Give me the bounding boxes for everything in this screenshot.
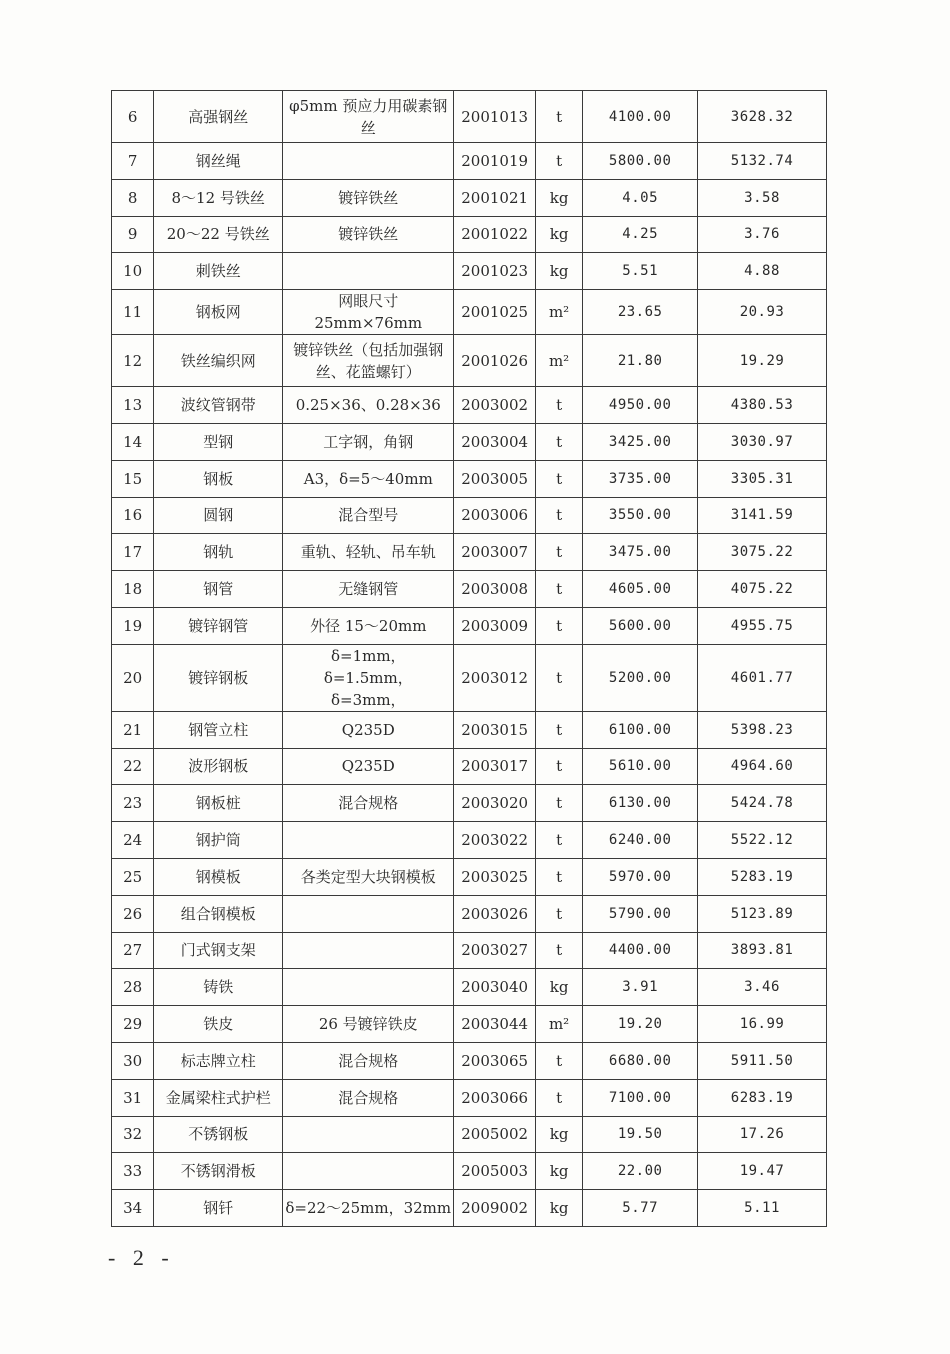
material-name-cell: 镀锌钢管 (154, 607, 283, 644)
material-spec-cell: 镀锌铁丝 (283, 216, 454, 253)
price-tax-excluded-cell: 17.26 (698, 1116, 827, 1153)
material-name-cell: 金属梁柱式护栏 (154, 1079, 283, 1116)
price-tax-excluded-cell: 5522.12 (698, 822, 827, 859)
price-tax-excluded-cell: 3893.81 (698, 932, 827, 969)
material-name-cell: 圆钢 (154, 497, 283, 534)
price-tax-excluded-cell: 20.93 (698, 290, 827, 335)
price-tax-excluded-cell: 5911.50 (698, 1042, 827, 1079)
price-tax-excluded-cell: 3030.97 (698, 423, 827, 460)
table-row (112, 335, 827, 387)
row-number-cell: 29 (112, 1006, 154, 1043)
unit-cell: t (535, 1079, 582, 1116)
table-row (112, 423, 827, 460)
price-tax-included-cell: 23.65 (583, 290, 698, 335)
price-tax-excluded-cell: 3628.32 (698, 91, 827, 143)
unit-cell: t (535, 460, 582, 497)
table-row (112, 858, 827, 895)
material-name-cell: 波形钢板 (154, 748, 283, 785)
material-name-cell: 标志牌立柱 (154, 1042, 283, 1079)
material-spec-cell (283, 895, 454, 932)
material-spec-cell (283, 1153, 454, 1190)
material-spec-cell: 镀锌铁丝 (283, 179, 454, 216)
material-spec-cell (283, 143, 454, 180)
table-row (112, 1116, 827, 1153)
material-spec-cell: 重轨、轻轨、吊车轨 (283, 534, 454, 571)
table-row (112, 91, 827, 143)
material-code-cell: 2003027 (454, 932, 536, 969)
material-code-cell: 2001023 (454, 253, 536, 290)
unit-cell: kg (535, 179, 582, 216)
material-code-cell: 2003012 (454, 644, 536, 711)
table-row (112, 895, 827, 932)
row-number-cell: 8 (112, 179, 154, 216)
row-number-cell: 19 (112, 607, 154, 644)
material-code-cell: 2001013 (454, 91, 536, 143)
unit-cell: t (535, 534, 582, 571)
price-tax-included-cell: 5.77 (583, 1190, 698, 1227)
material-name-cell: 20～22 号铁丝 (154, 216, 283, 253)
price-tax-excluded-cell: 3.46 (698, 969, 827, 1006)
material-name-cell: 型钢 (154, 423, 283, 460)
unit-cell: kg (535, 1190, 582, 1227)
price-tax-excluded-cell: 5424.78 (698, 785, 827, 822)
price-tax-included-cell: 6240.00 (583, 822, 698, 859)
unit-cell: t (535, 1042, 582, 1079)
unit-cell: m² (535, 290, 582, 335)
unit-cell: t (535, 143, 582, 180)
material-spec-cell: 镀锌铁丝（包括加强钢丝、花篮螺钉） (283, 335, 454, 387)
material-name-cell: 钢板 (154, 460, 283, 497)
price-tax-included-cell: 19.20 (583, 1006, 698, 1043)
price-tax-excluded-cell: 5132.74 (698, 143, 827, 180)
material-spec-cell: Q235D (283, 711, 454, 748)
row-number-cell: 12 (112, 335, 154, 387)
material-code-cell: 2003015 (454, 711, 536, 748)
unit-cell: t (535, 711, 582, 748)
price-tax-excluded-cell: 3.58 (698, 179, 827, 216)
table-row (112, 571, 827, 608)
price-tax-included-cell: 6100.00 (583, 711, 698, 748)
price-tax-included-cell: 6680.00 (583, 1042, 698, 1079)
price-tax-included-cell: 4.05 (583, 179, 698, 216)
price-tax-included-cell: 4.25 (583, 216, 698, 253)
row-number-cell: 30 (112, 1042, 154, 1079)
price-tax-excluded-cell: 4380.53 (698, 387, 827, 424)
material-name-cell: 镀锌钢板 (154, 644, 283, 711)
material-code-cell: 2005002 (454, 1116, 536, 1153)
unit-cell: t (535, 607, 582, 644)
material-spec-cell: 无缝钢管 (283, 571, 454, 608)
unit-cell: kg (535, 1153, 582, 1190)
material-code-cell: 2003017 (454, 748, 536, 785)
price-tax-excluded-cell: 4075.22 (698, 571, 827, 608)
price-tax-included-cell: 5600.00 (583, 607, 698, 644)
price-tax-excluded-cell: 5123.89 (698, 895, 827, 932)
material-name-cell: 铁丝编织网 (154, 335, 283, 387)
unit-cell: t (535, 932, 582, 969)
row-number-cell: 16 (112, 497, 154, 534)
table-row (112, 253, 827, 290)
price-tax-included-cell: 19.50 (583, 1116, 698, 1153)
unit-cell: t (535, 644, 582, 711)
material-name-cell: 门式钢支架 (154, 932, 283, 969)
unit-cell: t (535, 497, 582, 534)
price-tax-excluded-cell: 19.47 (698, 1153, 827, 1190)
row-number-cell: 9 (112, 216, 154, 253)
unit-cell: kg (535, 1116, 582, 1153)
row-number-cell: 23 (112, 785, 154, 822)
material-name-cell: 刺铁丝 (154, 253, 283, 290)
row-number-cell: 17 (112, 534, 154, 571)
material-spec-cell: 工字钢，角钢 (283, 423, 454, 460)
material-name-cell: 钢护筒 (154, 822, 283, 859)
material-name-cell: 不锈钢板 (154, 1116, 283, 1153)
table-row (112, 143, 827, 180)
table-row (112, 216, 827, 253)
material-code-cell: 2003022 (454, 822, 536, 859)
material-code-cell: 2003044 (454, 1006, 536, 1043)
unit-cell: kg (535, 253, 582, 290)
table-row (112, 387, 827, 424)
price-tax-included-cell: 3550.00 (583, 497, 698, 534)
price-tax-included-cell: 5.51 (583, 253, 698, 290)
row-number-cell: 7 (112, 143, 154, 180)
page-number: - 2 - (108, 1245, 175, 1270)
material-name-cell: 组合钢模板 (154, 895, 283, 932)
price-tax-included-cell: 4100.00 (583, 91, 698, 143)
material-code-cell: 2001025 (454, 290, 536, 335)
row-number-cell: 18 (112, 571, 154, 608)
table-row (112, 1153, 827, 1190)
row-number-cell: 27 (112, 932, 154, 969)
unit-cell: t (535, 91, 582, 143)
material-spec-cell (283, 969, 454, 1006)
material-code-cell: 2003025 (454, 858, 536, 895)
material-spec-cell: 外径 15～20mm (283, 607, 454, 644)
price-tax-excluded-cell: 5398.23 (698, 711, 827, 748)
table-row (112, 1190, 827, 1227)
row-number-cell: 20 (112, 644, 154, 711)
table-row (112, 1006, 827, 1043)
unit-cell: t (535, 571, 582, 608)
material-code-cell: 2009002 (454, 1190, 536, 1227)
material-name-cell: 铸铁 (154, 969, 283, 1006)
row-number-cell: 24 (112, 822, 154, 859)
table-row (112, 179, 827, 216)
table-row (112, 932, 827, 969)
material-name-cell: 钢轨 (154, 534, 283, 571)
unit-cell: t (535, 387, 582, 424)
price-tax-excluded-cell: 4964.60 (698, 748, 827, 785)
material-code-cell: 2003004 (454, 423, 536, 460)
material-spec-cell (283, 253, 454, 290)
material-code-cell: 2001019 (454, 143, 536, 180)
table-row (112, 785, 827, 822)
row-number-cell: 22 (112, 748, 154, 785)
material-code-cell: 2001021 (454, 179, 536, 216)
price-tax-excluded-cell: 19.29 (698, 335, 827, 387)
material-spec-cell: δ=1mm， δ=1.5mm， δ=3mm， (283, 644, 454, 711)
unit-cell: t (535, 895, 582, 932)
material-spec-cell: 0.25×36、0.28×36 (283, 387, 454, 424)
price-tax-excluded-cell: 3075.22 (698, 534, 827, 571)
material-name-cell: 钢管立柱 (154, 711, 283, 748)
unit-cell: t (535, 858, 582, 895)
material-spec-cell: φ5mm 预应力用碳素钢丝 (283, 91, 454, 143)
row-number-cell: 10 (112, 253, 154, 290)
material-spec-cell: δ=22～25mm，32mm (283, 1190, 454, 1227)
row-number-cell: 34 (112, 1190, 154, 1227)
table-row (112, 497, 827, 534)
price-tax-included-cell: 21.80 (583, 335, 698, 387)
price-tax-included-cell: 6130.00 (583, 785, 698, 822)
material-code-cell: 2001022 (454, 216, 536, 253)
table-row (112, 1042, 827, 1079)
material-spec-cell: A3，δ=5～40mm (283, 460, 454, 497)
material-spec-cell: 网眼尺寸 25mm×76mm (283, 290, 454, 335)
price-tax-included-cell: 7100.00 (583, 1079, 698, 1116)
price-tax-excluded-cell: 3305.31 (698, 460, 827, 497)
row-number-cell: 33 (112, 1153, 154, 1190)
price-tax-excluded-cell: 16.99 (698, 1006, 827, 1043)
material-code-cell: 2003066 (454, 1079, 536, 1116)
material-code-cell: 2003002 (454, 387, 536, 424)
material-name-cell: 钢模板 (154, 858, 283, 895)
material-spec-cell: Q235D (283, 748, 454, 785)
material-name-cell: 钢板桩 (154, 785, 283, 822)
material-code-cell: 2003065 (454, 1042, 536, 1079)
price-table (111, 90, 827, 1227)
price-tax-included-cell: 4400.00 (583, 932, 698, 969)
table-row (112, 969, 827, 1006)
material-name-cell: 钢丝绳 (154, 143, 283, 180)
material-spec-cell: 各类定型大块钢模板 (283, 858, 454, 895)
material-code-cell: 2003026 (454, 895, 536, 932)
material-spec-cell: 混合型号 (283, 497, 454, 534)
price-tax-excluded-cell: 3.76 (698, 216, 827, 253)
row-number-cell: 15 (112, 460, 154, 497)
material-code-cell: 2003006 (454, 497, 536, 534)
price-tax-included-cell: 5200.00 (583, 644, 698, 711)
row-number-cell: 31 (112, 1079, 154, 1116)
price-tax-included-cell: 22.00 (583, 1153, 698, 1190)
table-row (112, 822, 827, 859)
material-spec-cell: 混合规格 (283, 1042, 454, 1079)
price-tax-included-cell: 3425.00 (583, 423, 698, 460)
price-tax-excluded-cell: 4601.77 (698, 644, 827, 711)
material-code-cell: 2003009 (454, 607, 536, 644)
material-code-cell: 2001026 (454, 335, 536, 387)
material-name-cell: 波纹管钢带 (154, 387, 283, 424)
row-number-cell: 21 (112, 711, 154, 748)
row-number-cell: 13 (112, 387, 154, 424)
unit-cell: kg (535, 216, 582, 253)
table-row (112, 290, 827, 335)
row-number-cell: 14 (112, 423, 154, 460)
row-number-cell: 32 (112, 1116, 154, 1153)
material-code-cell: 2003005 (454, 460, 536, 497)
table-row (112, 534, 827, 571)
unit-cell: t (535, 748, 582, 785)
price-table-body (112, 91, 827, 1227)
table-row (112, 607, 827, 644)
unit-cell: t (535, 423, 582, 460)
table-row (112, 748, 827, 785)
unit-cell: m² (535, 335, 582, 387)
material-code-cell: 2003040 (454, 969, 536, 1006)
price-tax-included-cell: 3.91 (583, 969, 698, 1006)
material-name-cell: 不锈钢滑板 (154, 1153, 283, 1190)
price-tax-excluded-cell: 5.11 (698, 1190, 827, 1227)
row-number-cell: 26 (112, 895, 154, 932)
price-tax-included-cell: 4950.00 (583, 387, 698, 424)
row-number-cell: 25 (112, 858, 154, 895)
price-tax-included-cell: 5800.00 (583, 143, 698, 180)
material-code-cell: 2003008 (454, 571, 536, 608)
material-name-cell: 钢板网 (154, 290, 283, 335)
material-name-cell: 钢钎 (154, 1190, 283, 1227)
unit-cell: kg (535, 969, 582, 1006)
unit-cell: m² (535, 1006, 582, 1043)
material-spec-cell: 混合规格 (283, 785, 454, 822)
price-tax-excluded-cell: 4.88 (698, 253, 827, 290)
material-spec-cell: 混合规格 (283, 1079, 454, 1116)
material-name-cell: 8～12 号铁丝 (154, 179, 283, 216)
price-tax-included-cell: 5790.00 (583, 895, 698, 932)
price-tax-included-cell: 3735.00 (583, 460, 698, 497)
material-spec-cell: 26 号镀锌铁皮 (283, 1006, 454, 1043)
unit-cell: t (535, 785, 582, 822)
table-row (112, 460, 827, 497)
price-tax-excluded-cell: 4955.75 (698, 607, 827, 644)
price-tax-included-cell: 3475.00 (583, 534, 698, 571)
unit-cell: t (535, 822, 582, 859)
row-number-cell: 11 (112, 290, 154, 335)
price-tax-excluded-cell: 6283.19 (698, 1079, 827, 1116)
price-tax-included-cell: 4605.00 (583, 571, 698, 608)
material-code-cell: 2003020 (454, 785, 536, 822)
material-spec-cell (283, 1116, 454, 1153)
table-row (112, 644, 827, 711)
table-row (112, 1079, 827, 1116)
material-code-cell: 2003007 (454, 534, 536, 571)
table-row (112, 711, 827, 748)
material-name-cell: 高强钢丝 (154, 91, 283, 143)
material-spec-cell (283, 822, 454, 859)
row-number-cell: 28 (112, 969, 154, 1006)
price-tax-included-cell: 5610.00 (583, 748, 698, 785)
price-tax-included-cell: 5970.00 (583, 858, 698, 895)
material-name-cell: 铁皮 (154, 1006, 283, 1043)
material-spec-cell (283, 932, 454, 969)
material-code-cell: 2005003 (454, 1153, 536, 1190)
row-number-cell: 6 (112, 91, 154, 143)
price-tax-excluded-cell: 5283.19 (698, 858, 827, 895)
material-name-cell: 钢管 (154, 571, 283, 608)
price-tax-excluded-cell: 3141.59 (698, 497, 827, 534)
